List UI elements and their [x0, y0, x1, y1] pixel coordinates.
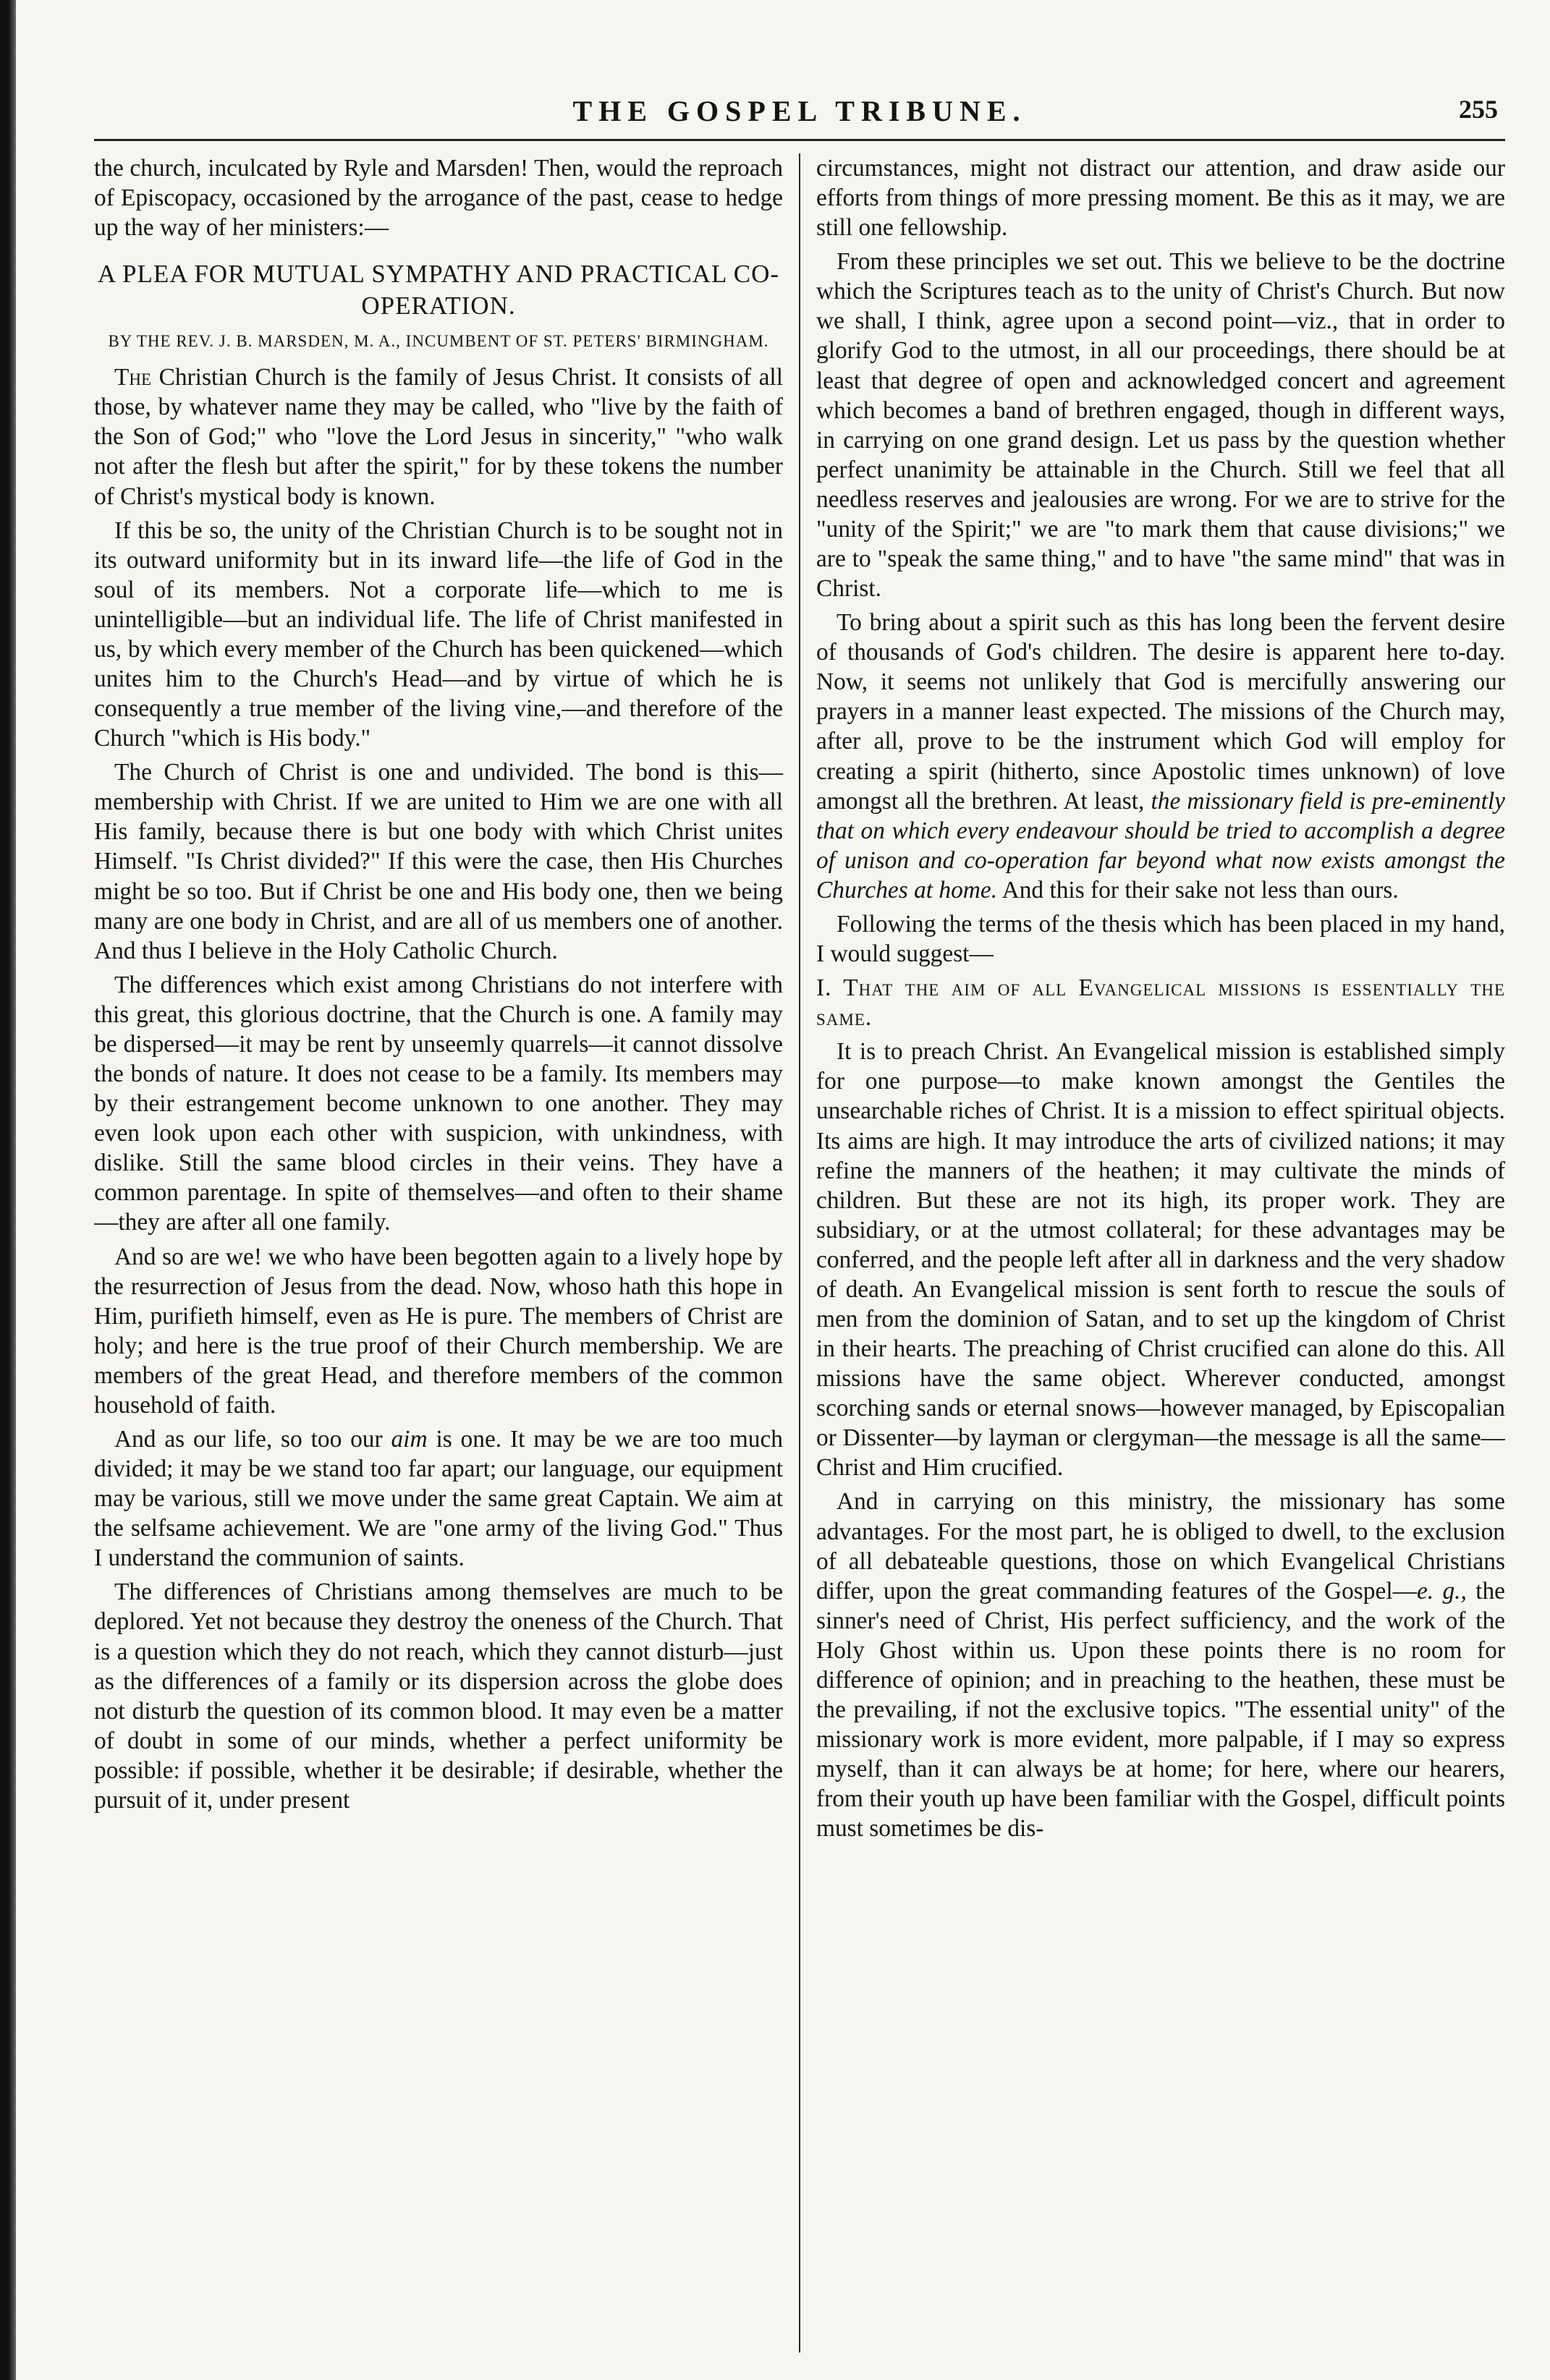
- paragraph: circumstances, might not distract our attention, and draw aside our efforts from things of more pressing moment. Be this as it may, we are still one fellowship.: [816, 155, 1505, 242]
- page-header: [94, 81, 1505, 141]
- article-byline: BY THE REV. J. B. MARSDEN, M. A., INCUMBENT OF ST. PETERS' BIRMINGHAM.: [108, 331, 769, 350]
- paragraph: [94, 362, 783, 511]
- paragraph-text: is one. It may be we are too much divided; it may be we stand too far apart; our language, our equipment may be various, still we move under the same great Captain. We aim at the selfsame achievement. We are "one army of the living God." Thus I understand the communion of saints.: [94, 1425, 783, 1572]
- text-columns: [94, 153, 1505, 2353]
- page-binding-edge: [0, 0, 16, 2380]
- paragraph: Following the terms of the thesis which has been placed in my hand, I would suggest—: [816, 910, 1505, 968]
- paragraph: [816, 1487, 1505, 1843]
- thesis-heading: I. That the aim of all Evangelical missions is essentially the same.: [816, 974, 1505, 1032]
- right-column: [800, 153, 1505, 2353]
- paragraph: If this be so, the unity of the Christian Church is to be sought not in its outward uniformity but in its inward life—the life of God in the soul of its members. Not a corporate life—which to me is unintelligible—but an individual life. The life of Christ manifested in us, by which every member of the Church has been quickened—which unites him to the Church's Head—and by virtue of which he is consequently a true member of the living vine,—and therefore of the Church "which is His body.": [94, 517, 783, 752]
- intro-paragraph: the church, inculcated by Ryle and Marsden! Then, would the reproach of Episcopacy, occasioned by the arrogance of the past, cease to hedge up the way of her ministers:—: [94, 155, 783, 242]
- paragraph: [816, 608, 1505, 905]
- journal-title: THE GOSPEL TRIBUNE.: [572, 95, 1027, 127]
- emphasis-text: e. g.,: [1416, 1577, 1467, 1605]
- paragraph-text: the sinner's need of Christ, His perfect sufficiency, and the work of the Holy Ghost within us. Upon these points there is no room for difference of opinion; and in preaching to the heathen, these must be the prevailing, if not the exclusive topics. "The essential unity" of the missionary work is more evident, more palpable, if I may so express myself, than it can always be at home; for here, where our hearers, from their youth up have been familiar with the Gospel, difficult points must sometimes be dis-: [816, 1577, 1505, 1843]
- emphasis-text: the missionary field is pre-eminently that on which every endeavour should be tried to accomplish a degree of unison and co-operation far beyond what now exists amongst the Churches at home.: [816, 787, 1505, 904]
- paragraph: The differences which exist among Christians do not interfere with this great, this glorious doctrine, that the Church is one. A family may be dispersed—it may be rent by unseemly quarrels—it cannot dissolve the bonds of nature. It does not cease to be a family. Its members may by their estrangement become unknown to one another. They may even look upon each other with suspicion, with unkindness, with dislike. Still the same blood circles in their veins. They have a common parentage. In spite of themselves—and often to their shame—they are after all one family.: [94, 971, 783, 1236]
- paragraph: [94, 1424, 783, 1573]
- newspaper-page: [94, 81, 1505, 2360]
- paragraph-text: And as our life, so too our: [114, 1425, 383, 1453]
- paragraph-text: Christian Church is the family of Jesus Christ. It consists of all those, by whatever name they may be called, who "live by the faith of the Son of God;" who "love the Lord Jesus in sincerity," "who walk not after the flesh but after the spirit," for by these tokens the number of Christ's mystical body is known.: [94, 364, 783, 510]
- page-number: 255: [1459, 95, 1498, 124]
- paragraph: From these principles we set out. This we believe to be the doctrine which the Scriptures teach as to the unity of Christ's Church. But now we shall, I think, agree upon a second point—viz., that in order to glorify God to the utmost, in all our proceedings, there should be at least that degree of open and acknowledged concert and agreement which becomes a band of brethren engaged, though in different ways, in carrying on one grand design. Let us pass by the question whether perfect unanimity be attainable in the Church. Still we feel that all needless reserves and jealousies are wrong. For we are to strive for the "unity of the Spirit;" we are "to mark them that cause divisions;" we are to "speak the same thing," and to have "the same mind" that was in Christ.: [816, 248, 1505, 603]
- paragraph-text: And in carrying on this ministry, the missionary has some advantages. For the most part, he is obliged to dwell, to the exclusion of all debateable questions, those on which Evangelical Christians differ, upon the great commanding features of the Gospel—: [816, 1488, 1505, 1605]
- paragraph: It is to preach Christ. An Evangelical mission is established simply for one purpose—to make known amongst the Gentiles the unsearchable riches of Christ. It is a mission to effect spiritual objects. Its aims are high. It may introduce the arts of civilized nations; it may refine the manners of the heathen; it may cultivate the minds of children. But these are not its high, its proper work. They are subsidiary, or at the utmost collateral; for these advantages may be conferred, and the people left after all in darkness and the very shadow of death. An Evangelical mission is sent forth to rescue the souls of men from the dominion of Satan, and to set up the kingdom of Christ in their hearts. The preaching of Christ crucified can alone do this. All missions have the same object. Wherever conducted, amongst scorching sands or eternal snows—however managed, by Episcopalian or Dissenter—by layman or clergyman—the message is all the same—Christ and Him crucified.: [816, 1038, 1505, 1482]
- paragraph-text: And this for their sake not less than ours.: [1001, 876, 1399, 904]
- article-title: A PLEA FOR MUTUAL SYMPATHY AND PRACTICAL CO-OPERATION.: [97, 260, 780, 320]
- paragraph: The differences of Christians among themselves are much to be deplored. Yet not because they destroy the oneness of the Church. That is a question which they do not reach, which they cannot disturb—just as the differences of a family or its dispersion across the globe does not disturb the question of its common blood. It may even be a matter of doubt in some of our minds, whether a perfect uniformity be possible: if possible, whether it be desirable; if desirable, whether the pursuit of it, under present: [94, 1578, 783, 1814]
- left-column: [94, 153, 799, 2353]
- paragraph: The Church of Christ is one and undivided. The bond is this—membership with Christ. If we are united to Him we are one with all His family, because there is but one body with which Christ unites Himself. "Is Christ divided?" If this were the case, then His Churches might be so too. But if Christ be one and His body one, then we being many are one body in Christ, and are all of us members one of another. And thus I believe in the Holy Catholic Church.: [94, 759, 783, 964]
- paragraph: And so are we! we who have been begotten again to a lively hope by the resurrection of Jesus from the dead. Now, whoso hath this hope in Him, purifieth himself, even as He is pure. The members of Christ are holy; and here is the true proof of their Church membership. We are members of the great Head, and therefore members of the common household of faith.: [94, 1243, 783, 1419]
- paragraph-text: To bring about a spirit such as this has long been the fervent desire of thousands of God's children. The desire is apparent here to-day. Now, it seems not unlikely that God is mercifully answering our prayers in a manner least expected. The missions of the Church may, after all, prove to be the instrument which God will employ for creating a spirit (hitherto, since Apostolic times unknown) of love amongst all the brethren. At least,: [816, 609, 1505, 815]
- emphasis-text: aim: [391, 1425, 428, 1453]
- lead-word: The: [114, 364, 152, 391]
